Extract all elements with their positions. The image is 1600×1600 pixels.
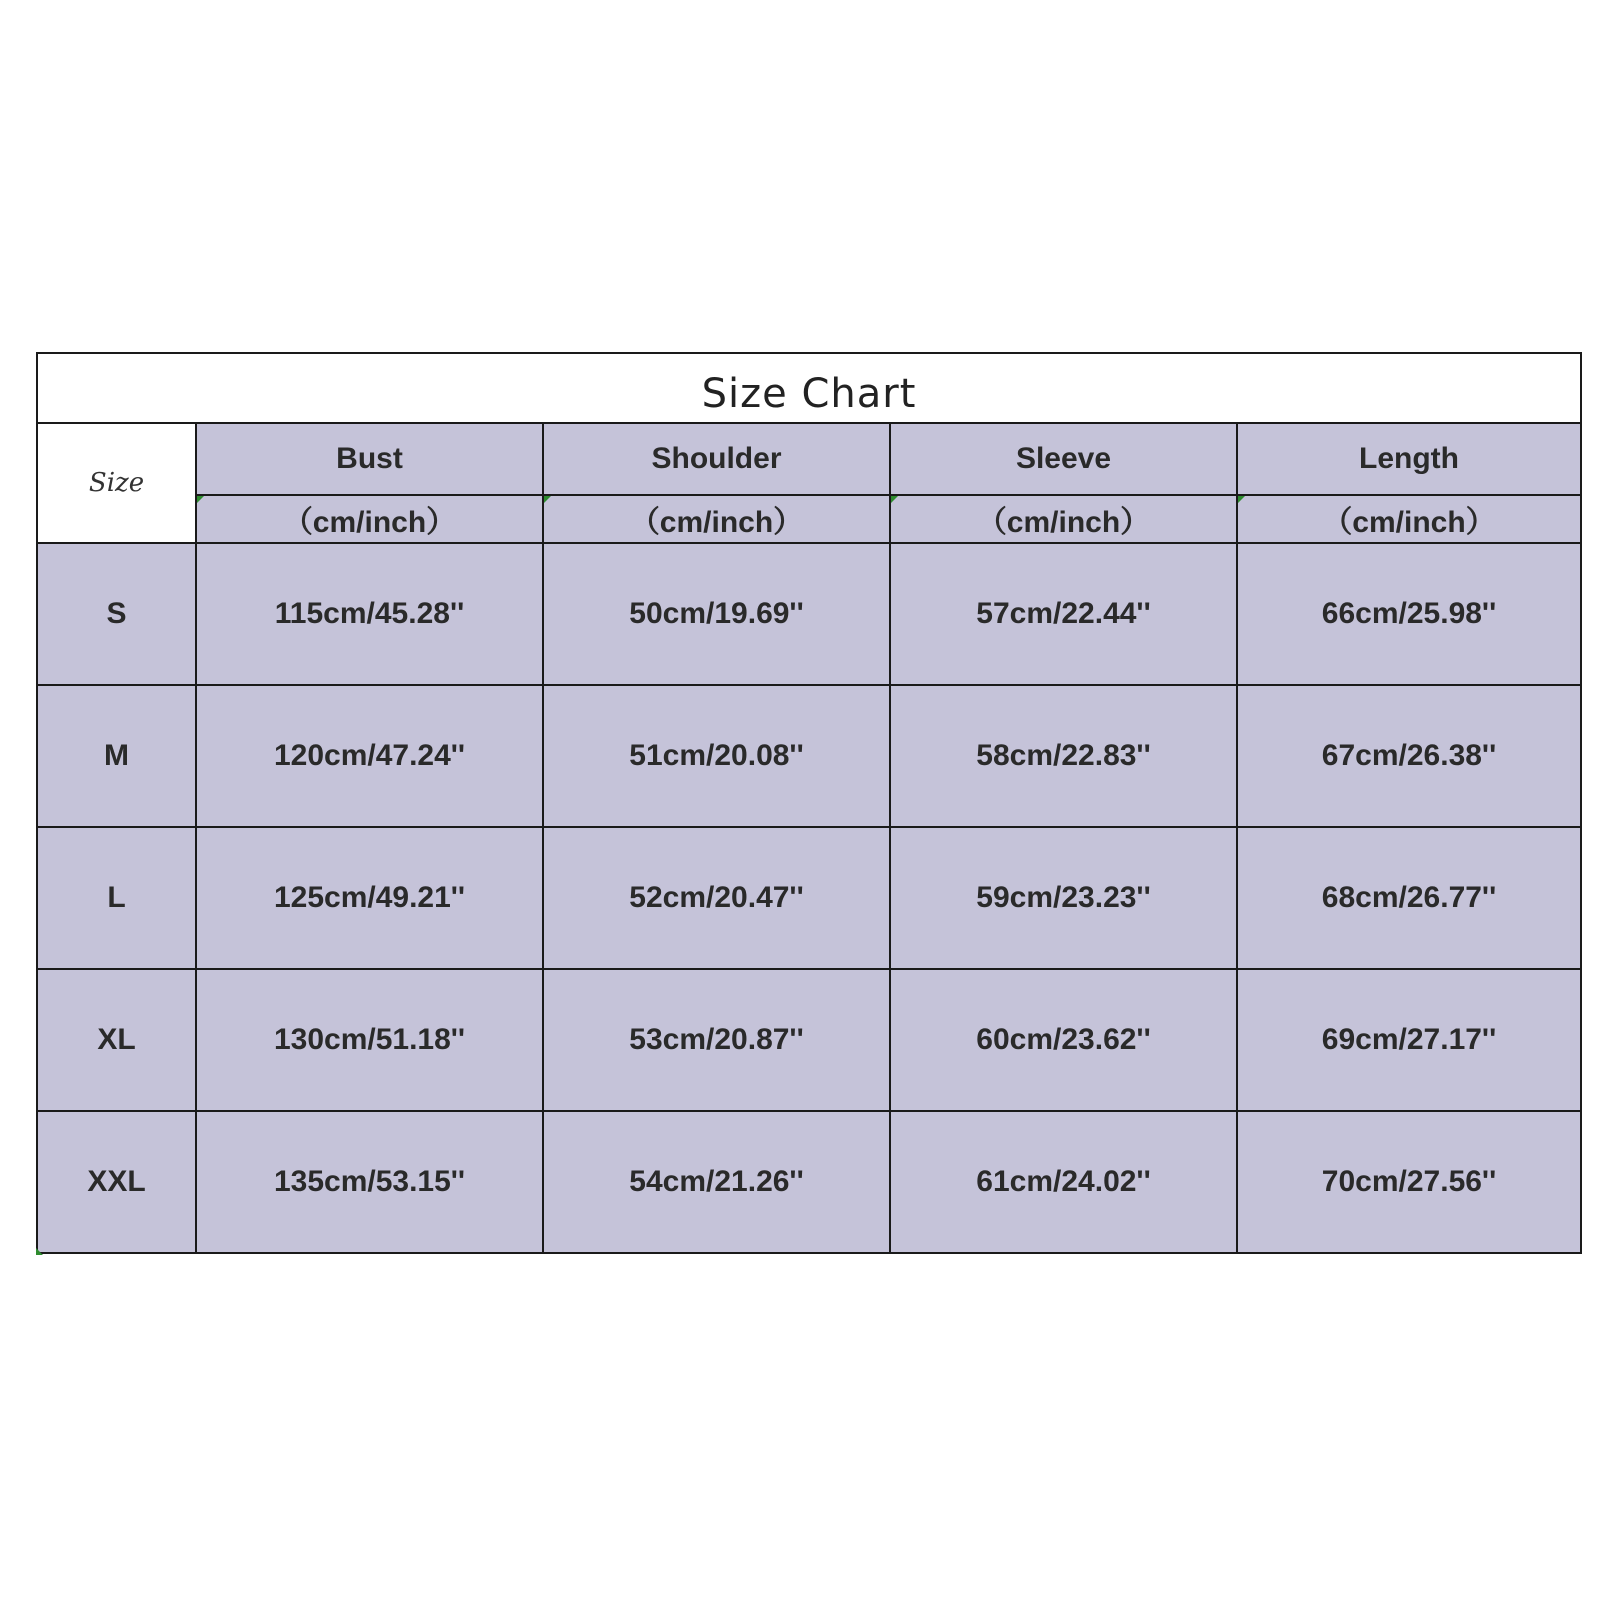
corner-mark-icon — [36, 1248, 43, 1255]
table-cell: 60cm/23.62'' — [890, 969, 1237, 1111]
table-cell: 125cm/49.21'' — [196, 827, 543, 969]
table-cell: 53cm/20.87'' — [543, 969, 890, 1111]
table-cell: 61cm/24.02'' — [890, 1111, 1237, 1252]
table-cell: 68cm/26.77'' — [1237, 827, 1580, 969]
unit-cell — [543, 495, 890, 543]
column-header-bust: Bust — [196, 424, 543, 495]
table-cell: 66cm/25.98'' — [1237, 543, 1580, 685]
size-label: XXL — [38, 1111, 196, 1252]
size-table — [38, 424, 1580, 1252]
chart-title: Size Chart — [38, 354, 1580, 424]
table-cell: 67cm/26.38'' — [1237, 685, 1580, 827]
header-row — [38, 424, 1580, 495]
table-row — [38, 685, 1580, 827]
corner-mark-icon — [544, 496, 551, 503]
table-cell: 50cm/19.69'' — [543, 543, 890, 685]
corner-mark-icon — [197, 496, 204, 503]
table-cell: 52cm/20.47'' — [543, 827, 890, 969]
table-cell: 135cm/53.15'' — [196, 1111, 543, 1252]
column-header-sleeve: Sleeve — [890, 424, 1237, 495]
size-chart — [36, 352, 1582, 1254]
table-cell: 130cm/51.18'' — [196, 969, 543, 1111]
size-label: XL — [38, 969, 196, 1111]
table-cell: 59cm/23.23'' — [890, 827, 1237, 969]
column-header-shoulder: Shoulder — [543, 424, 890, 495]
unit-label: （cm/inch） — [976, 506, 1151, 539]
corner-mark-icon — [891, 496, 898, 503]
table-row — [38, 1111, 1580, 1252]
table-cell: 70cm/27.56'' — [1237, 1111, 1580, 1252]
corner-mark-icon — [1238, 496, 1245, 503]
table-row — [38, 969, 1580, 1111]
unit-label: （cm/inch） — [1322, 506, 1496, 539]
size-column-header: Size — [38, 424, 196, 543]
unit-cell — [890, 495, 1237, 543]
table-row — [38, 827, 1580, 969]
table-row — [38, 543, 1580, 685]
table-cell: 57cm/22.44'' — [890, 543, 1237, 685]
table-cell: 120cm/47.24'' — [196, 685, 543, 827]
unit-row — [38, 495, 1580, 543]
table-cell: 51cm/20.08'' — [543, 685, 890, 827]
unit-cell — [1237, 495, 1580, 543]
unit-cell — [196, 495, 543, 543]
size-label: M — [38, 685, 196, 827]
table-cell: 58cm/22.83'' — [890, 685, 1237, 827]
size-label: L — [38, 827, 196, 969]
unit-label: （cm/inch） — [629, 506, 804, 539]
unit-label: （cm/inch） — [282, 506, 457, 539]
table-cell: 54cm/21.26'' — [543, 1111, 890, 1252]
size-label: S — [38, 543, 196, 685]
table-cell: 69cm/27.17'' — [1237, 969, 1580, 1111]
column-header-length: Length — [1237, 424, 1580, 495]
table-cell: 115cm/45.28'' — [196, 543, 543, 685]
